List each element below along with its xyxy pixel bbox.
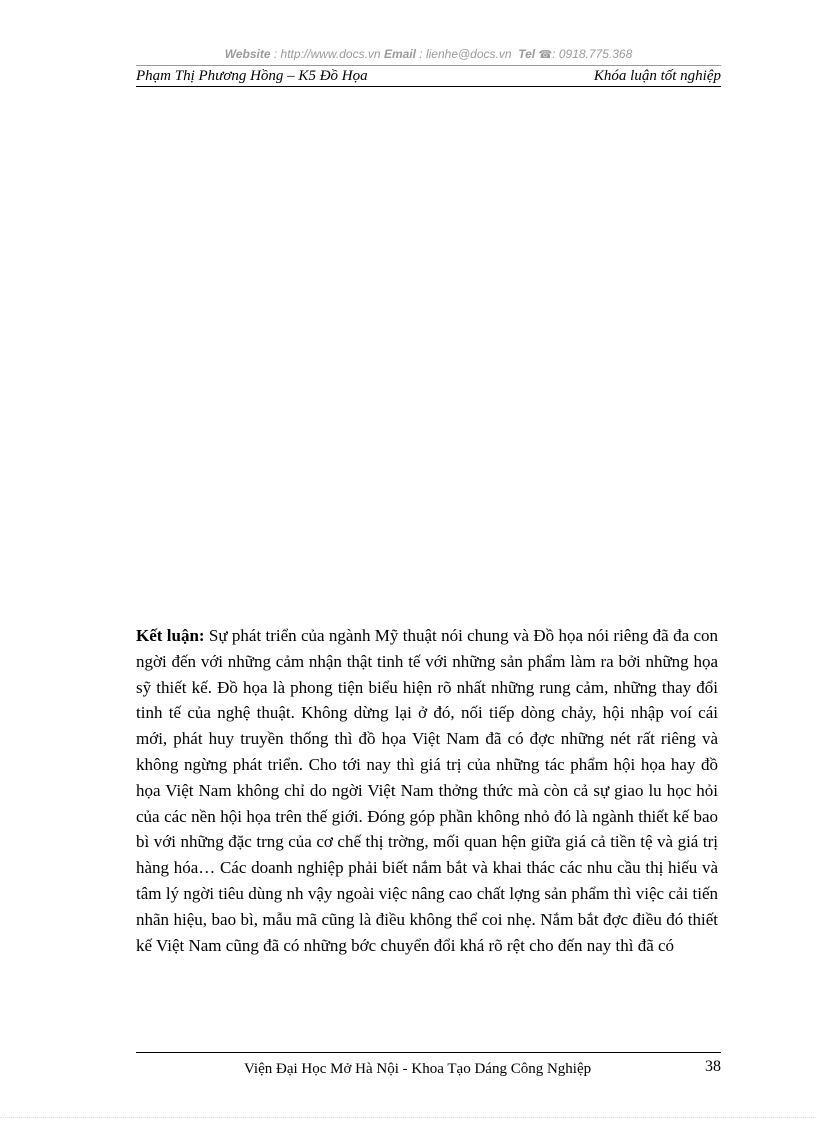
footer-divider [136, 1052, 721, 1053]
tel-label: Tel [518, 47, 536, 61]
conclusion-paragraph [136, 623, 718, 958]
email-address: lienhe@docs.vn [425, 47, 512, 61]
phone-icon: ☎ [538, 49, 553, 61]
page-number: 38 [705, 1058, 721, 1075]
header-divider-top [136, 65, 721, 66]
conclusion-heading: Kết luận: [136, 626, 205, 645]
page-edge-border [0, 1117, 816, 1118]
website-url: http://www.docs.vn [280, 47, 381, 61]
running-head-title: Khóa luận tốt nghiệp [593, 68, 721, 84]
conclusion-text: Sự phát triển của ngành Mỹ thuật nói chung và Đồ họa nói riêng đã đa con ngời đến với những cảm nhận thật tinh tế với những sản phẩm làm ra bởi những họa sỹ thiết kế. Đồ họa là phong tiện biểu hiện rõ nhất những rung cảm, những thay đổi tinh tế của nghệ thuật. Không dừng lại ở đó, nối tiếp dòng chảy, hội nhập voí cái mới, phát huy truyền thống thì đồ họa Việt Nam đã có đợc những nét rất riêng và không ngừng phát triển. Cho tới nay thì giá trị của những tác phẩm hội họa hay đồ họa Việt Nam không chỉ do ngời Việt Nam thởng thức mà còn cả sự giao lu học hỏi của các nền hội họa trên thế giới. Đóng góp phần không nhỏ đó là ngành thiết kế bao bì với những đặc trng của cơ chế thị trờng, mối quan hện giữa giá cả tiền tệ và giá trị hàng hóa… Các doanh nghiệp phải biết nắm bắt và khai thác các nhu cầu thị hiếu và tâm lý ngời tiêu dùng nh vậy ngoài việc nâng cao chất lợng sản phẩm thì việc cải tiến nhãn hiệu, bao bì, mẫu mã cũng là điều không thể coi nhẹ. Nắm bắt đợc điều đó thiết kế Việt Nam cũng đã có những bớc chuyển đổi khá rõ rệt cho đến nay thì đã có [136, 626, 718, 955]
phone-number: 0918.775.368 [558, 47, 633, 61]
website-contact-header: Website : http://www.docs.vn Email : lienhe@docs.vn Tel ☎: 0918.775.368 [224, 47, 633, 61]
email-label: Email [383, 47, 416, 61]
running-head-author: Phạm Thị Phương Hồng – K5 Đồ Họa [136, 68, 368, 84]
header-divider-bottom [136, 86, 721, 87]
footer-institution: Viện Đại Học Mở Hà Nội - Khoa Tạo Dáng Công Nghiệp [244, 1061, 592, 1077]
website-label: Website [224, 47, 271, 61]
running-head [136, 67, 721, 85]
